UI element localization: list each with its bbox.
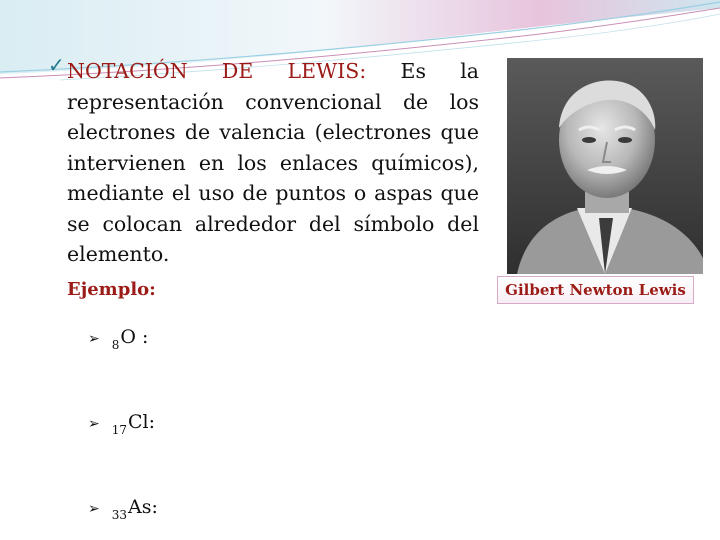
definition-text: Es la representación convencional de los electrones de valencia (electrones que intervienen en los enlaces químicos), mediante el uso de puntos o aspas que se colocan alrededor del símbolo del elemento. bbox=[67, 59, 479, 266]
check-icon: ✓ bbox=[48, 53, 65, 77]
atomic-number: 8 bbox=[111, 338, 120, 352]
example-item-oxygen bbox=[88, 326, 149, 352]
portrait-photo bbox=[507, 58, 703, 274]
arrow-bullet-icon: ➢ bbox=[88, 331, 100, 347]
photo-caption: Gilbert Newton Lewis bbox=[497, 276, 694, 304]
example-item-chlorine bbox=[88, 411, 156, 437]
definition-paragraph bbox=[67, 56, 479, 270]
title-keyword: NOTACIÓN DE LEWIS: bbox=[67, 59, 367, 83]
portrait-image bbox=[507, 58, 703, 274]
arrow-bullet-icon: ➢ bbox=[88, 416, 100, 432]
element-symbol: Cl: bbox=[128, 411, 156, 433]
example-item-arsenic bbox=[88, 496, 158, 522]
example-label: Ejemplo: bbox=[67, 279, 156, 300]
atomic-number: 17 bbox=[111, 423, 128, 437]
atomic-number: 33 bbox=[111, 508, 128, 522]
arrow-bullet-icon: ➢ bbox=[88, 501, 100, 517]
element-symbol: O : bbox=[120, 326, 149, 348]
element-symbol: As: bbox=[128, 496, 158, 518]
